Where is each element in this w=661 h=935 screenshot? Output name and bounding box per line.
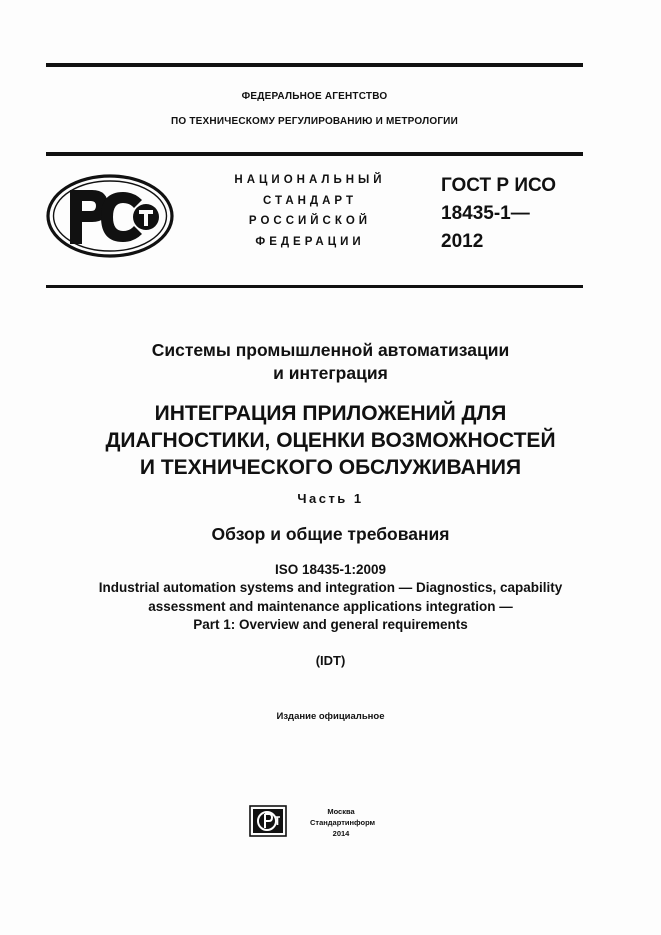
iso-title — [30, 579, 631, 635]
publisher-city: Москва — [327, 807, 355, 816]
publisher-logo-icon — [249, 805, 287, 837]
edition-label: Издание официальное — [276, 711, 385, 722]
document-subtitle — [30, 339, 631, 385]
publisher-year: 2014 — [332, 829, 350, 838]
agency-name-line-2: ПО ТЕХНИЧЕСКОМУ РЕГУЛИРОВАНИЮ И МЕТРОЛОГИИ — [171, 116, 458, 127]
designation-line-2: 18435-1— — [441, 203, 530, 224]
standard-type-line-2: СТАНДАРТ — [263, 194, 357, 207]
title-line-1: ИНТЕГРАЦИЯ ПРИЛОЖЕНИЙ ДЛЯ — [154, 402, 507, 425]
iso-number: ISO 18435-1:2009 — [274, 562, 387, 577]
standard-designation — [441, 172, 556, 256]
designation-line-1: ГОСТ Р ИСО — [441, 175, 557, 196]
top-rule — [46, 63, 583, 67]
agency-name-line-1: ФЕДЕРАЛЬНОЕ АГЕНТСТВО — [241, 91, 388, 102]
iso-title-line-3: Part 1: Overview and general requirements — [193, 617, 468, 632]
title-line-3: И ТЕХНИЧЕСКОГО ОБСЛУЖИВАНИЯ — [139, 456, 522, 479]
standard-type-line-4: ФЕДЕРАЦИИ — [255, 235, 365, 248]
document-title — [30, 400, 631, 481]
subtitle-line-1: Системы промышленной автоматизации — [151, 340, 510, 360]
standard-type-block — [218, 170, 402, 252]
gost-r-logo-icon — [46, 174, 174, 258]
designation-line-3: 2012 — [441, 231, 484, 252]
subtitle-line-2: и интеграция — [273, 363, 388, 383]
part-label: Часть 1 — [297, 491, 364, 506]
header-bottom-rule — [46, 285, 583, 288]
header-rule — [46, 152, 583, 156]
iso-title-line-2: assessment and maintenance applications integration — — [148, 598, 513, 614]
iso-title-line-1: Industrial automation systems and integration — Diagnostics, capability — [98, 580, 563, 595]
standard-type-line-3: РОССИЙСКОЙ — [248, 215, 372, 227]
standard-type-line-1: НАЦИОНАЛЬНЫЙ — [234, 174, 386, 186]
title-line-2: ДИАГНОСТИКИ, ОЦЕНКИ ВОЗМОЖНОСТЕЙ — [105, 429, 556, 452]
part-title: Обзор и общие требования — [211, 524, 450, 544]
publisher-name: Стандартинформ — [310, 818, 376, 827]
idt-label: (IDT) — [315, 653, 346, 668]
publisher-info — [310, 806, 376, 839]
